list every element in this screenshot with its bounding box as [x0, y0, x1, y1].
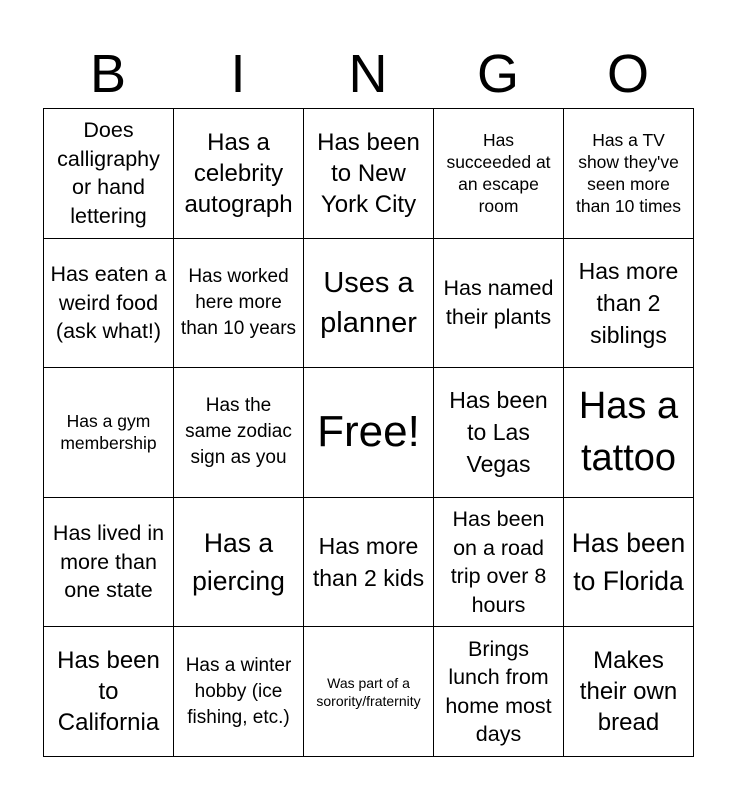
bingo-cell[interactable] [304, 109, 434, 239]
cell-text: Has a celebrity autograph [184, 128, 293, 218]
cell-text: Has lived in more than one state [52, 521, 165, 603]
cell-text: Has been to Florida [571, 528, 686, 597]
bingo-cell free-space[interactable] [304, 368, 434, 498]
bingo-cell[interactable] [174, 368, 304, 498]
header-letter-o: O [606, 44, 649, 104]
header-letter-g: G [476, 44, 519, 104]
bingo-cell[interactable] [304, 627, 434, 757]
bingo-cell[interactable] [564, 627, 694, 757]
bingo-cell[interactable] [44, 368, 174, 498]
bingo-cell[interactable] [434, 109, 564, 239]
cell-text: Uses a planner [320, 266, 417, 339]
bingo-cell[interactable] [564, 109, 694, 239]
cell-text: Has a winter hobby (ice fishing, etc.) [185, 654, 292, 728]
cell-text: Has a piercing [192, 528, 285, 597]
bingo-cell[interactable] [44, 239, 174, 369]
bingo-cell[interactable] [174, 498, 304, 628]
bingo-cell[interactable] [434, 368, 564, 498]
cell-text: Has been on a road trip over 8 hours [450, 507, 547, 617]
bingo-cell[interactable] [434, 627, 564, 757]
bingo-cell[interactable] [564, 368, 694, 498]
bingo-board [43, 108, 694, 757]
cell-text: Has more than 2 siblings [578, 257, 679, 348]
cell-text: Has been to New York City [317, 128, 420, 218]
header-letter-n: N [348, 44, 388, 104]
bingo-cell[interactable] [174, 239, 304, 369]
cell-text: Has eaten a weird food (ask what!) [50, 262, 167, 344]
cell-text: Has named their plants [443, 276, 554, 329]
bingo-cell[interactable] [304, 239, 434, 369]
bingo-cell[interactable] [304, 498, 434, 628]
cell-text: Has been to Las Vegas [449, 387, 548, 478]
bingo-header [43, 40, 693, 108]
cell-text: Has more than 2 kids [312, 533, 425, 592]
cell-text: Has been to California [57, 647, 160, 737]
cell-text: Has succeeded at an escape room [446, 130, 551, 217]
bingo-cell[interactable] [174, 109, 304, 239]
header-letter-i: I [230, 44, 246, 104]
cell-text: Has a TV show they've seen more than 10 times [575, 130, 682, 217]
cell-text: Does calligraphy or hand lettering [57, 118, 160, 228]
cell-text: Has the same zodiac sign as you [185, 395, 292, 469]
bingo-cell[interactable] [44, 627, 174, 757]
cell-text: Was part of a sorority/fraternity [316, 674, 421, 709]
bingo-cell[interactable] [44, 498, 174, 628]
free-space-text: Free! [317, 407, 420, 457]
header-letter-b: B [89, 44, 127, 104]
bingo-cell[interactable] [434, 498, 564, 628]
bingo-cell[interactable] [434, 239, 564, 369]
cell-text: Has a tattoo [578, 385, 679, 480]
bingo-cell[interactable] [174, 627, 304, 757]
bingo-cell[interactable] [564, 498, 694, 628]
cell-text: Has worked here more than 10 years [180, 265, 297, 339]
bingo-cell[interactable] [44, 109, 174, 239]
cell-text: Brings lunch from home most days [445, 636, 552, 747]
cell-text: Makes their own bread [579, 647, 678, 737]
bingo-cell[interactable] [564, 239, 694, 369]
cell-text: Has a gym membership [60, 411, 157, 454]
